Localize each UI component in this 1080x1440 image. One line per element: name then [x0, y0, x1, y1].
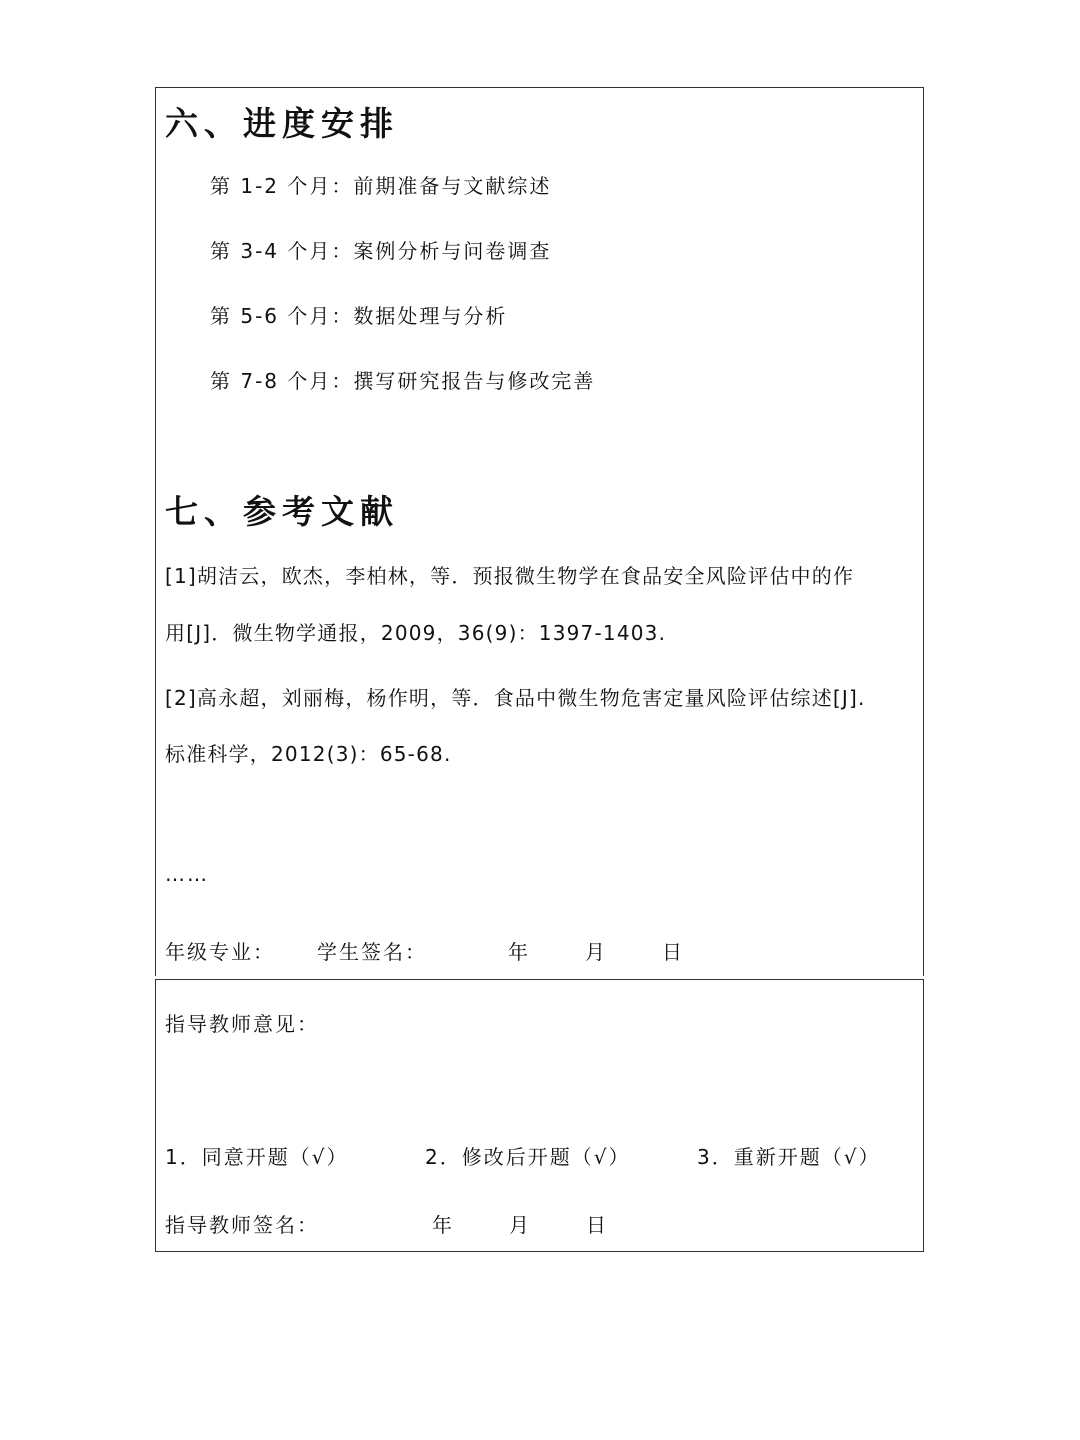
reference-1-line-1: [1]胡洁云，欧杰，李柏林，等．预报微生物学在食品安全风险评估中的作 — [165, 564, 855, 588]
student-sign-year: 年 — [508, 940, 530, 964]
option-revise: 2．修改后开题（√） — [425, 1145, 631, 1169]
reference-2-line-1: [2]高永超，刘丽梅，杨作明，等．食品中微生物危害定量风险评估综述[J]. — [165, 686, 866, 710]
schedule-item-3: 第 5-6 个月：数据处理与分析 — [210, 304, 508, 328]
advisor-sign-day: 日 — [586, 1213, 608, 1237]
advisor-signature-label: 指导教师签名： — [165, 1213, 319, 1237]
schedule-item-4: 第 7-8 个月：撰写研究报告与修改完善 — [210, 369, 596, 393]
grade-major-label: 年级专业： — [165, 940, 275, 964]
schedule-section-title: 六、进度安排 — [165, 104, 399, 143]
option-redo: 3．重新开题（√） — [697, 1145, 881, 1169]
student-signature-label: 学生签名： — [317, 940, 427, 964]
schedule-item-2: 第 3-4 个月：案例分析与问卷调查 — [210, 239, 552, 263]
student-sign-day: 日 — [662, 940, 684, 964]
reference-1-line-2: 用[J]．微生物学通报，2009，36(9)：1397-1403. — [165, 621, 667, 645]
references-ellipsis: …… — [165, 862, 209, 886]
schedule-item-1: 第 1-2 个月：前期准备与文献综述 — [210, 174, 552, 198]
option-agree: 1．同意开题（√） — [165, 1145, 349, 1169]
advisor-sign-year: 年 — [432, 1213, 454, 1237]
student-sign-month: 月 — [585, 940, 607, 964]
references-section-title: 七、参考文献 — [165, 492, 399, 531]
advisor-opinion-label: 指导教师意见： — [165, 1012, 319, 1036]
advisor-sign-month: 月 — [509, 1213, 531, 1237]
reference-2-line-2: 标准科学，2012(3)：65-68. — [165, 742, 452, 766]
